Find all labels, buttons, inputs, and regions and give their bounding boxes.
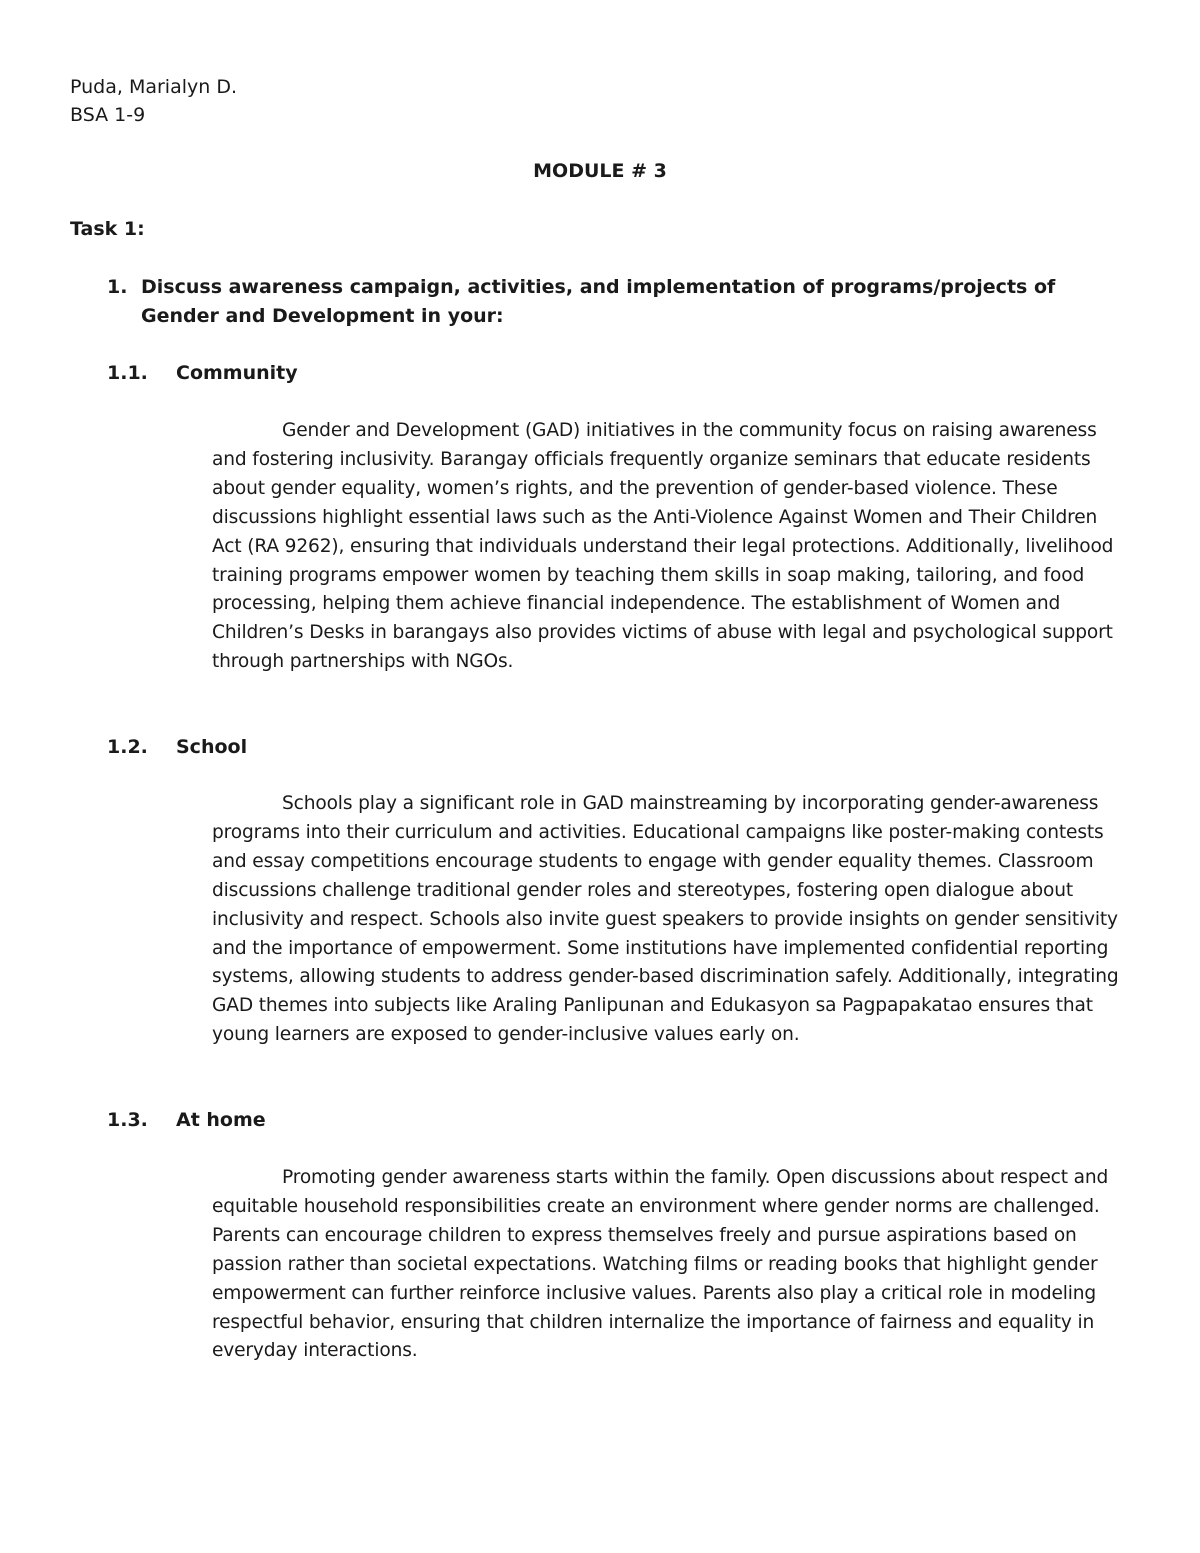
section-body-home: Promoting gender awareness starts within the family. Open discussions about respect and equitable household responsibilities create an environment where gender norms are challenged. Parents can encourage children to express themselves freely and pursue aspirations based on passion rather than societal expectations. Watching films or reading books that highlight gender empowerment can further reinforce inclusive values. Parents also play a critical role in modeling respectful behavior, ensuring that children internalize the importance of fairness and equality in everyday interactions. (212, 1167, 1109, 1362)
page-title: MODULE # 3 (533, 160, 667, 182)
section-number-home: 1.3. (107, 1109, 148, 1131)
question-text: Discuss awareness campaign, activities, and implementation of programs/projects of Gender and Development in your: (141, 276, 1056, 327)
section-title-school: School (176, 736, 248, 758)
question-number: 1. (107, 276, 128, 298)
author-name: Puda, Marialyn D. (70, 76, 237, 98)
section-number-community: 1.1. (107, 362, 148, 384)
section-title-community: Community (176, 362, 298, 384)
section-number-school: 1.2. (107, 736, 148, 758)
author-section: BSA 1-9 (70, 104, 146, 126)
section-title-home: At home (176, 1109, 266, 1131)
section-body-community: Gender and Development (GAD) initiatives in the community focus on raising awareness and fostering inclusivity. Barangay officials frequently organize seminars that educate residents about gender equality, women’s rights, and the prevention of gender-based violence. These discussions highlight essential laws such as the Anti-Violence Against Women and Their Children Act (RA 9262), ensuring that individuals understand their legal protections. Additionally, livelihood training programs empower women by teaching them skills in soap making, tailoring, and food processing, helping them achieve financial independence. The establishment of Women and Children’s Desks in barangays also provides victims of abuse with legal and psychological support through partnerships with NGOs. (212, 420, 1114, 673)
task-label: Task 1: (70, 218, 145, 240)
section-body-school: Schools play a significant role in GAD mainstreaming by incorporating gender-awareness programs into their curriculum and activities. Educational campaigns like poster-making contests and essay competitions encourage students to engage with gender equality themes. Classroom discussions challenge traditional gender roles and stereotypes, fostering open dialogue about inclusivity and respect. Schools also invite guest speakers to provide insights on gender sensitivity and the importance of empowerment. Some institutions have implemented confidential reporting systems, allowing students to address gender-based discrimination safely. Additionally, integrating GAD themes into subjects like Araling Panlipunan and Edukasyon sa Pagpapakatao ensures that young learners are exposed to gender-inclusive values early on. (212, 793, 1119, 1046)
